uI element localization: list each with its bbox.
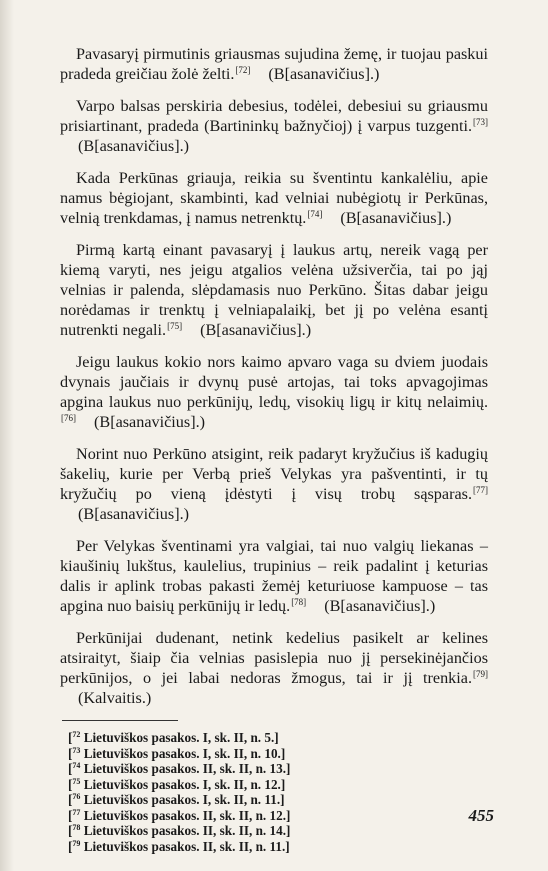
page-number: 455 (468, 806, 494, 825)
footnote (68, 792, 488, 808)
paragraph-text: Pirmą kartą einant pavasaryį į laukus artų, nereik vagą per kiemą varyti, nes jeigu atgalios velėna užsiverčia, tai po jąj velnias ir palenda, slėpdamasis nuo Perkūno. Šitas dabar jeigu norėdamas ir trenktų į velniapalaikį, bet jį po velėna esantį nutrenkti negali. (60, 241, 488, 339)
footnote-bracket: [ (68, 761, 73, 776)
footnote-text: Lietuviškos pasakos. II, sk. II, n. 14.] (83, 823, 291, 838)
footnote-mark: 76 (72, 792, 81, 801)
footnote-text: Lietuviškos pasakos. II, sk. II, n. 12.] (83, 807, 291, 823)
paragraph-text: Kada Perkūnas griauja, reikia su šventintu kankalėliu, apie namus bėgiojant, skambinti, kad velniai nubėgiotų ir Perkūnas, velnią trenkdamas, į namus netrenktų. (60, 169, 488, 227)
footnote-ref: [75] (167, 321, 183, 331)
attribution: (B[asanavičius].) (78, 505, 190, 523)
footnote-text: Lietuviškos pasakos. I, sk. II, n. 5.] (83, 730, 279, 745)
attribution: (B[asanavičius].) (340, 209, 452, 227)
footnote-text: Lietuviškos pasakos. I, sk. II, n. 12.] (83, 776, 286, 792)
paragraph-list (60, 44, 488, 708)
attribution: (B[asanavičius].) (78, 137, 190, 155)
footnote-bracket: [ (68, 823, 73, 838)
attribution: (Kalvaitis.) (78, 689, 152, 707)
footnote-text: Lietuviškos pasakos. II, sk. II, n. 11.] (83, 838, 290, 854)
footnote (68, 839, 488, 855)
paragraph-text: Jeigu laukus kokio nors kaimo apvaro vaga su dviem juodais dvynais jaučiais ir dvynų pusė artojas, tai toks apvagojimas apgina laukus nuo perkūnijų, ledų, visokių ligų ir kitų nelaimių. (60, 353, 488, 411)
footnote-ref: [74] (307, 209, 323, 219)
paragraph (60, 352, 488, 432)
paragraph-text: Norint nuo Perkūno atsigint, reik padaryt kryžučius iš kadugių šakelių, kurie per Verbą prieš Velykas yra pašventinti, ir tų kryžučių po vieną įdėstyti į visų trobų sąsparas. (60, 445, 488, 503)
paragraph (60, 44, 488, 84)
footnote-text: Lietuviškos pasakos. I, sk. II, n. 10.] (83, 745, 286, 761)
footnote-text: Lietuviškos pasakos. II, sk. II, n. 13.] (83, 761, 291, 776)
footnote-list (68, 730, 488, 854)
footnote-mark: 78 (72, 823, 81, 832)
footnote (68, 823, 488, 839)
footnote-ref: [78] (291, 597, 307, 607)
footnote-mark: 72 (72, 730, 81, 739)
paragraph-text: Pavasaryį pirmutinis griausmas sujudina žemę, ir tuojau paskui pradeda greičiau žolė želti. (60, 45, 488, 83)
footnote-ref: [73] (473, 117, 488, 127)
footnote-mark: 74 (72, 761, 81, 770)
paragraph (60, 536, 488, 616)
paragraph (60, 168, 488, 228)
attribution: (B[asanavičius].) (94, 413, 206, 431)
footnote-mark: 73 (72, 745, 81, 755)
footnote-bracket: [ (68, 776, 73, 792)
attribution: (B[asanavičius].) (268, 65, 380, 83)
footnote-bracket: [ (68, 745, 73, 761)
footnote-divider (62, 720, 178, 721)
footnote-ref: [79] (473, 669, 488, 679)
attribution: (B[asanavičius].) (324, 597, 436, 615)
footnote (68, 808, 488, 824)
footnote-text: Lietuviškos pasakos. I, sk. II, n. 11.] (83, 792, 285, 807)
footnote-mark: 75 (72, 776, 81, 786)
footnote-ref: [76] (61, 413, 76, 423)
paragraph-text: Per Velykas šventinami yra valgiai, tai nuo valgių liekanas – kiaušinių lukštus, kaulelius, trupinius – reik padalint į keturias dalis ir aplink trobas pakasti žemėj keturiuose kampuose – tas apgina nuo baisių perkūnijų ir ledų. (60, 537, 488, 615)
paragraph (60, 96, 488, 156)
paragraph-text: Perkūnijai dudenant, netink kedelius pasikelt ar kelines atsiraityt, šiaip čia velnias pasislepia nuo jį persekinėjančios perkūnijos, o jei labai nedoras žmogus, tai ir jį trenkia. (60, 629, 488, 687)
paragraph (60, 628, 488, 708)
paragraph (60, 240, 488, 340)
footnote (68, 746, 488, 762)
footnote-bracket: [ (68, 730, 73, 745)
footnote-bracket: [ (68, 807, 73, 823)
page-body (60, 44, 488, 854)
footnote (68, 761, 488, 777)
footnote-ref: [77] (473, 485, 488, 495)
paragraph-text: Varpo balsas perskiria debesius, todėlei, debesiui su griausmu prisiartinant, pradeda (Bartininkų bažnyčioj) į varpus tuzgenti. (60, 97, 488, 135)
footnote (68, 777, 488, 793)
footnote-bracket: [ (68, 838, 73, 854)
footnote-bracket: [ (68, 792, 73, 807)
footnote-mark: 77 (72, 807, 81, 817)
paragraph (60, 444, 488, 524)
footnote-mark: 79 (72, 838, 81, 848)
footnote-ref: [72] (235, 65, 251, 75)
footnote (68, 730, 488, 746)
page-gutter-shadow (0, 0, 14, 871)
attribution: (B[asanavičius].) (200, 321, 312, 339)
